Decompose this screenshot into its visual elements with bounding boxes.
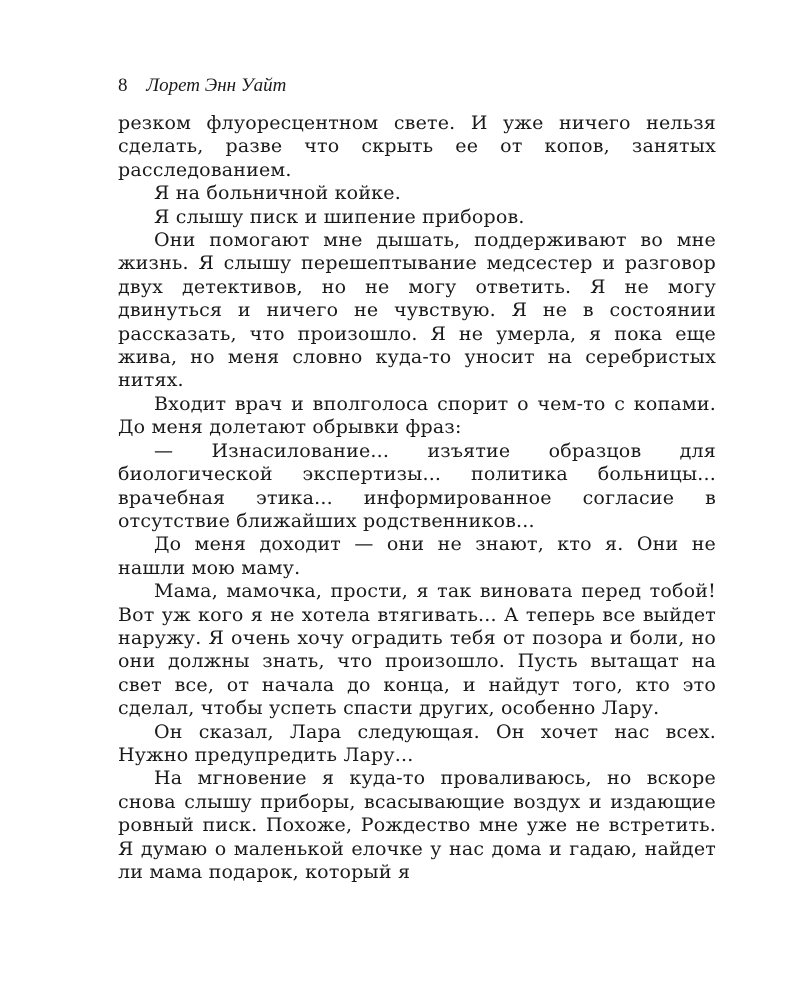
paragraph: Он сказал, Лара следующая. Он хочет нас всех. Нужно предупредить Лару... [118,720,716,766]
page-number: 8 [118,75,128,96]
paragraph: Мама, мамочка, прости, я так виновата перед тобой! Вот уж кого я не хотела втягивать... А теперь все выйдет наружу. Я очень хочу оградить тебя от позора и боли, но они должны знать, что произошло. Пусть вытащат на свет все, от начала до конца, и найдут того, кто это сделал, чтобы успеть спасти других, особенно Лару. [118,580,716,720]
author-name: Лорет Энн Уайт [146,75,287,96]
paragraph: Я на больничной койке. [154,182,401,205]
book-page [118,74,716,884]
running-head [118,74,716,98]
paragraph: Они помогают мне дышать, поддерживают во мне жизнь. Я слышу перешептывание медсестер и разговор двух детективов, но не могу ответить. Я не могу двинуться и ничего не чувствую. Я не в состоянии рассказать, что произошло. Я не умерла, я пока еще жива, но меня словно куда-то уносит на серебристых нитях. [118,229,716,392]
body-text [118,112,716,884]
paragraph: На мгновение я куда-то проваливаюсь, но вскоре снова слышу приборы, всасывающие воздух и издающие ровный писк. Похоже, Рождество мне уже не встретить. Я думаю о маленькой елочке у нас дома и гадаю, найдет ли мама подарок, который я [118,767,716,883]
paragraph-continuation: резком флуоресцентном свете. И уже ничего нельзя сделать, разве что скрыть ее от копов, занятых расследованием. [118,112,716,181]
paragraph: Я слышу писк и шипение приборов. [154,205,525,228]
paragraph-dialogue: — Изнасилование... изъятие образцов для биологической экспертизы... политика больницы... врачебная этика... информированное согласие в отсутствие ближайших родственников... [118,439,716,532]
paragraph: До меня доходит — они не знают, кто я. Они не нашли мою маму. [118,533,716,579]
paragraph: Входит врач и вполголоса спорит о чем-то с копами. До меня долетают обрывки фраз: [118,392,716,439]
